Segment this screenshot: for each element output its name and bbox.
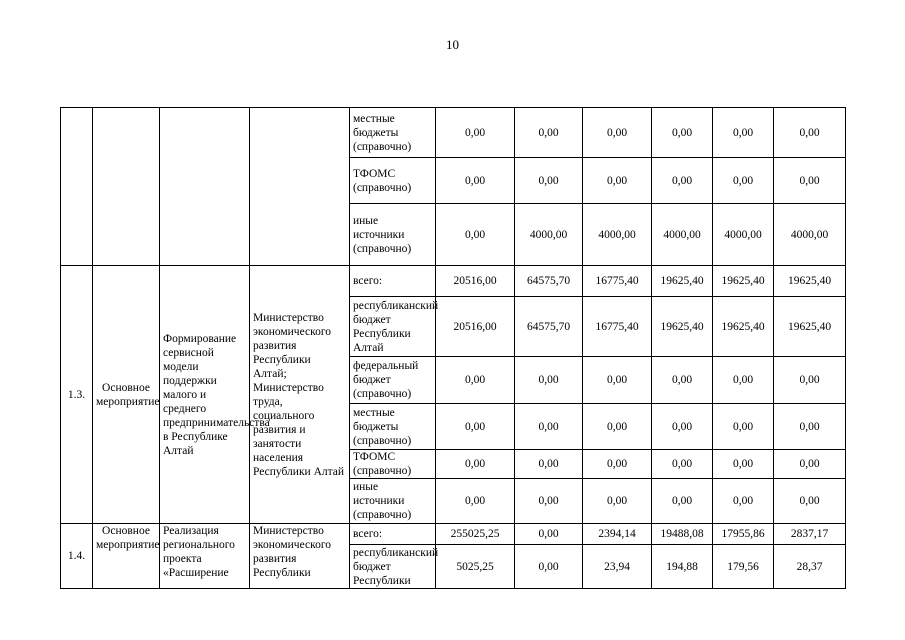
value-cell: 179,56 (713, 545, 774, 589)
value-cell: 0,00 (515, 524, 583, 545)
value-cell: 0,00 (515, 108, 583, 158)
item-executor: Министерство экономического развития Республики Алтай; Министерство труда, социального развития и занятости населения Республики Алтай (250, 266, 350, 524)
value-cell: 4000,00 (652, 204, 713, 266)
value-cell: 16775,40 (583, 297, 652, 357)
value-cell: 19625,40 (652, 297, 713, 357)
value-cell: 19488,08 (652, 524, 713, 545)
value-cell: 0,00 (583, 108, 652, 158)
value-cell: 23,94 (583, 545, 652, 589)
value-cell: 20516,00 (436, 297, 515, 357)
value-cell: 0,00 (583, 404, 652, 450)
value-cell: 0,00 (583, 158, 652, 204)
value-cell: 0,00 (713, 450, 774, 479)
source-cell: иные источники (справочно) (350, 479, 436, 524)
value-cell: 4000,00 (774, 204, 846, 266)
value-cell: 0,00 (774, 158, 846, 204)
value-cell: 0,00 (774, 357, 846, 404)
source-cell: республиканский бюджет Республики Алтай (350, 297, 436, 357)
value-cell: 0,00 (652, 479, 713, 524)
value-cell: 0,00 (436, 204, 515, 266)
item-name: Формирование сервисной модели поддержки малого и среднего предпринимательства в Республике Алтай (160, 266, 250, 524)
value-cell: 20516,00 (436, 266, 515, 297)
value-cell: 0,00 (774, 108, 846, 158)
budget-table (60, 107, 846, 589)
value-cell: 64575,70 (515, 297, 583, 357)
value-cell: 0,00 (713, 404, 774, 450)
value-cell: 28,37 (774, 545, 846, 589)
source-cell: ТФОМС (справочно) (350, 450, 436, 479)
source-cell: ТФОМС (справочно) (350, 158, 436, 204)
value-cell: 0,00 (713, 357, 774, 404)
value-cell: 0,00 (436, 108, 515, 158)
value-cell: 2837,17 (774, 524, 846, 545)
value-cell: 0,00 (713, 479, 774, 524)
source-cell: местные бюджеты (справочно) (350, 108, 436, 158)
source-cell: местные бюджеты (справочно) (350, 404, 436, 450)
value-cell: 0,00 (515, 479, 583, 524)
value-cell: 0,00 (652, 357, 713, 404)
value-cell: 0,00 (583, 450, 652, 479)
item-type: Основное мероприятие (93, 266, 160, 524)
value-cell: 0,00 (515, 545, 583, 589)
value-cell: 64575,70 (515, 266, 583, 297)
value-cell: 0,00 (436, 450, 515, 479)
value-cell: 0,00 (436, 404, 515, 450)
item-name: Реализация регионального проекта «Расширение (160, 524, 250, 589)
value-cell: 0,00 (652, 108, 713, 158)
source-cell: всего: (350, 266, 436, 297)
value-cell: 0,00 (583, 479, 652, 524)
table-row (61, 524, 846, 545)
value-cell: 0,00 (436, 158, 515, 204)
source-cell: иные источники (справочно) (350, 204, 436, 266)
value-cell: 4000,00 (515, 204, 583, 266)
item-number: 1.3. (61, 266, 93, 524)
page-number: 10 (446, 37, 459, 52)
value-cell: 0,00 (436, 357, 515, 404)
value-cell: 0,00 (515, 404, 583, 450)
source-cell: республиканский бюджет Республики (350, 545, 436, 589)
value-cell: 17955,86 (713, 524, 774, 545)
value-cell: 194,88 (652, 545, 713, 589)
value-cell: 0,00 (774, 450, 846, 479)
source-cell: всего: (350, 524, 436, 545)
value-cell: 19625,40 (652, 266, 713, 297)
value-cell: 19625,40 (713, 297, 774, 357)
item-type: Основное мероприятие (93, 524, 160, 589)
value-cell: 0,00 (436, 479, 515, 524)
value-cell: 5025,25 (436, 545, 515, 589)
item-number: 1.4. (61, 524, 93, 589)
table-row (61, 266, 846, 297)
value-cell: 0,00 (774, 404, 846, 450)
value-cell: 0,00 (515, 357, 583, 404)
value-cell: 0,00 (713, 108, 774, 158)
value-cell: 16775,40 (583, 266, 652, 297)
value-cell: 0,00 (713, 158, 774, 204)
value-cell: 19625,40 (713, 266, 774, 297)
table-row (61, 108, 846, 158)
value-cell: 0,00 (774, 479, 846, 524)
item-executor: Министерство экономического развития Республики (250, 524, 350, 589)
value-cell: 2394,14 (583, 524, 652, 545)
value-cell: 0,00 (515, 158, 583, 204)
value-cell: 0,00 (583, 357, 652, 404)
value-cell: 4000,00 (713, 204, 774, 266)
value-cell: 255025,25 (436, 524, 515, 545)
value-cell: 0,00 (652, 158, 713, 204)
value-cell: 0,00 (652, 404, 713, 450)
source-cell: федеральный бюджет (справочно) (350, 357, 436, 404)
value-cell: 4000,00 (583, 204, 652, 266)
value-cell: 0,00 (652, 450, 713, 479)
value-cell: 19625,40 (774, 297, 846, 357)
value-cell: 0,00 (515, 450, 583, 479)
value-cell: 19625,40 (774, 266, 846, 297)
